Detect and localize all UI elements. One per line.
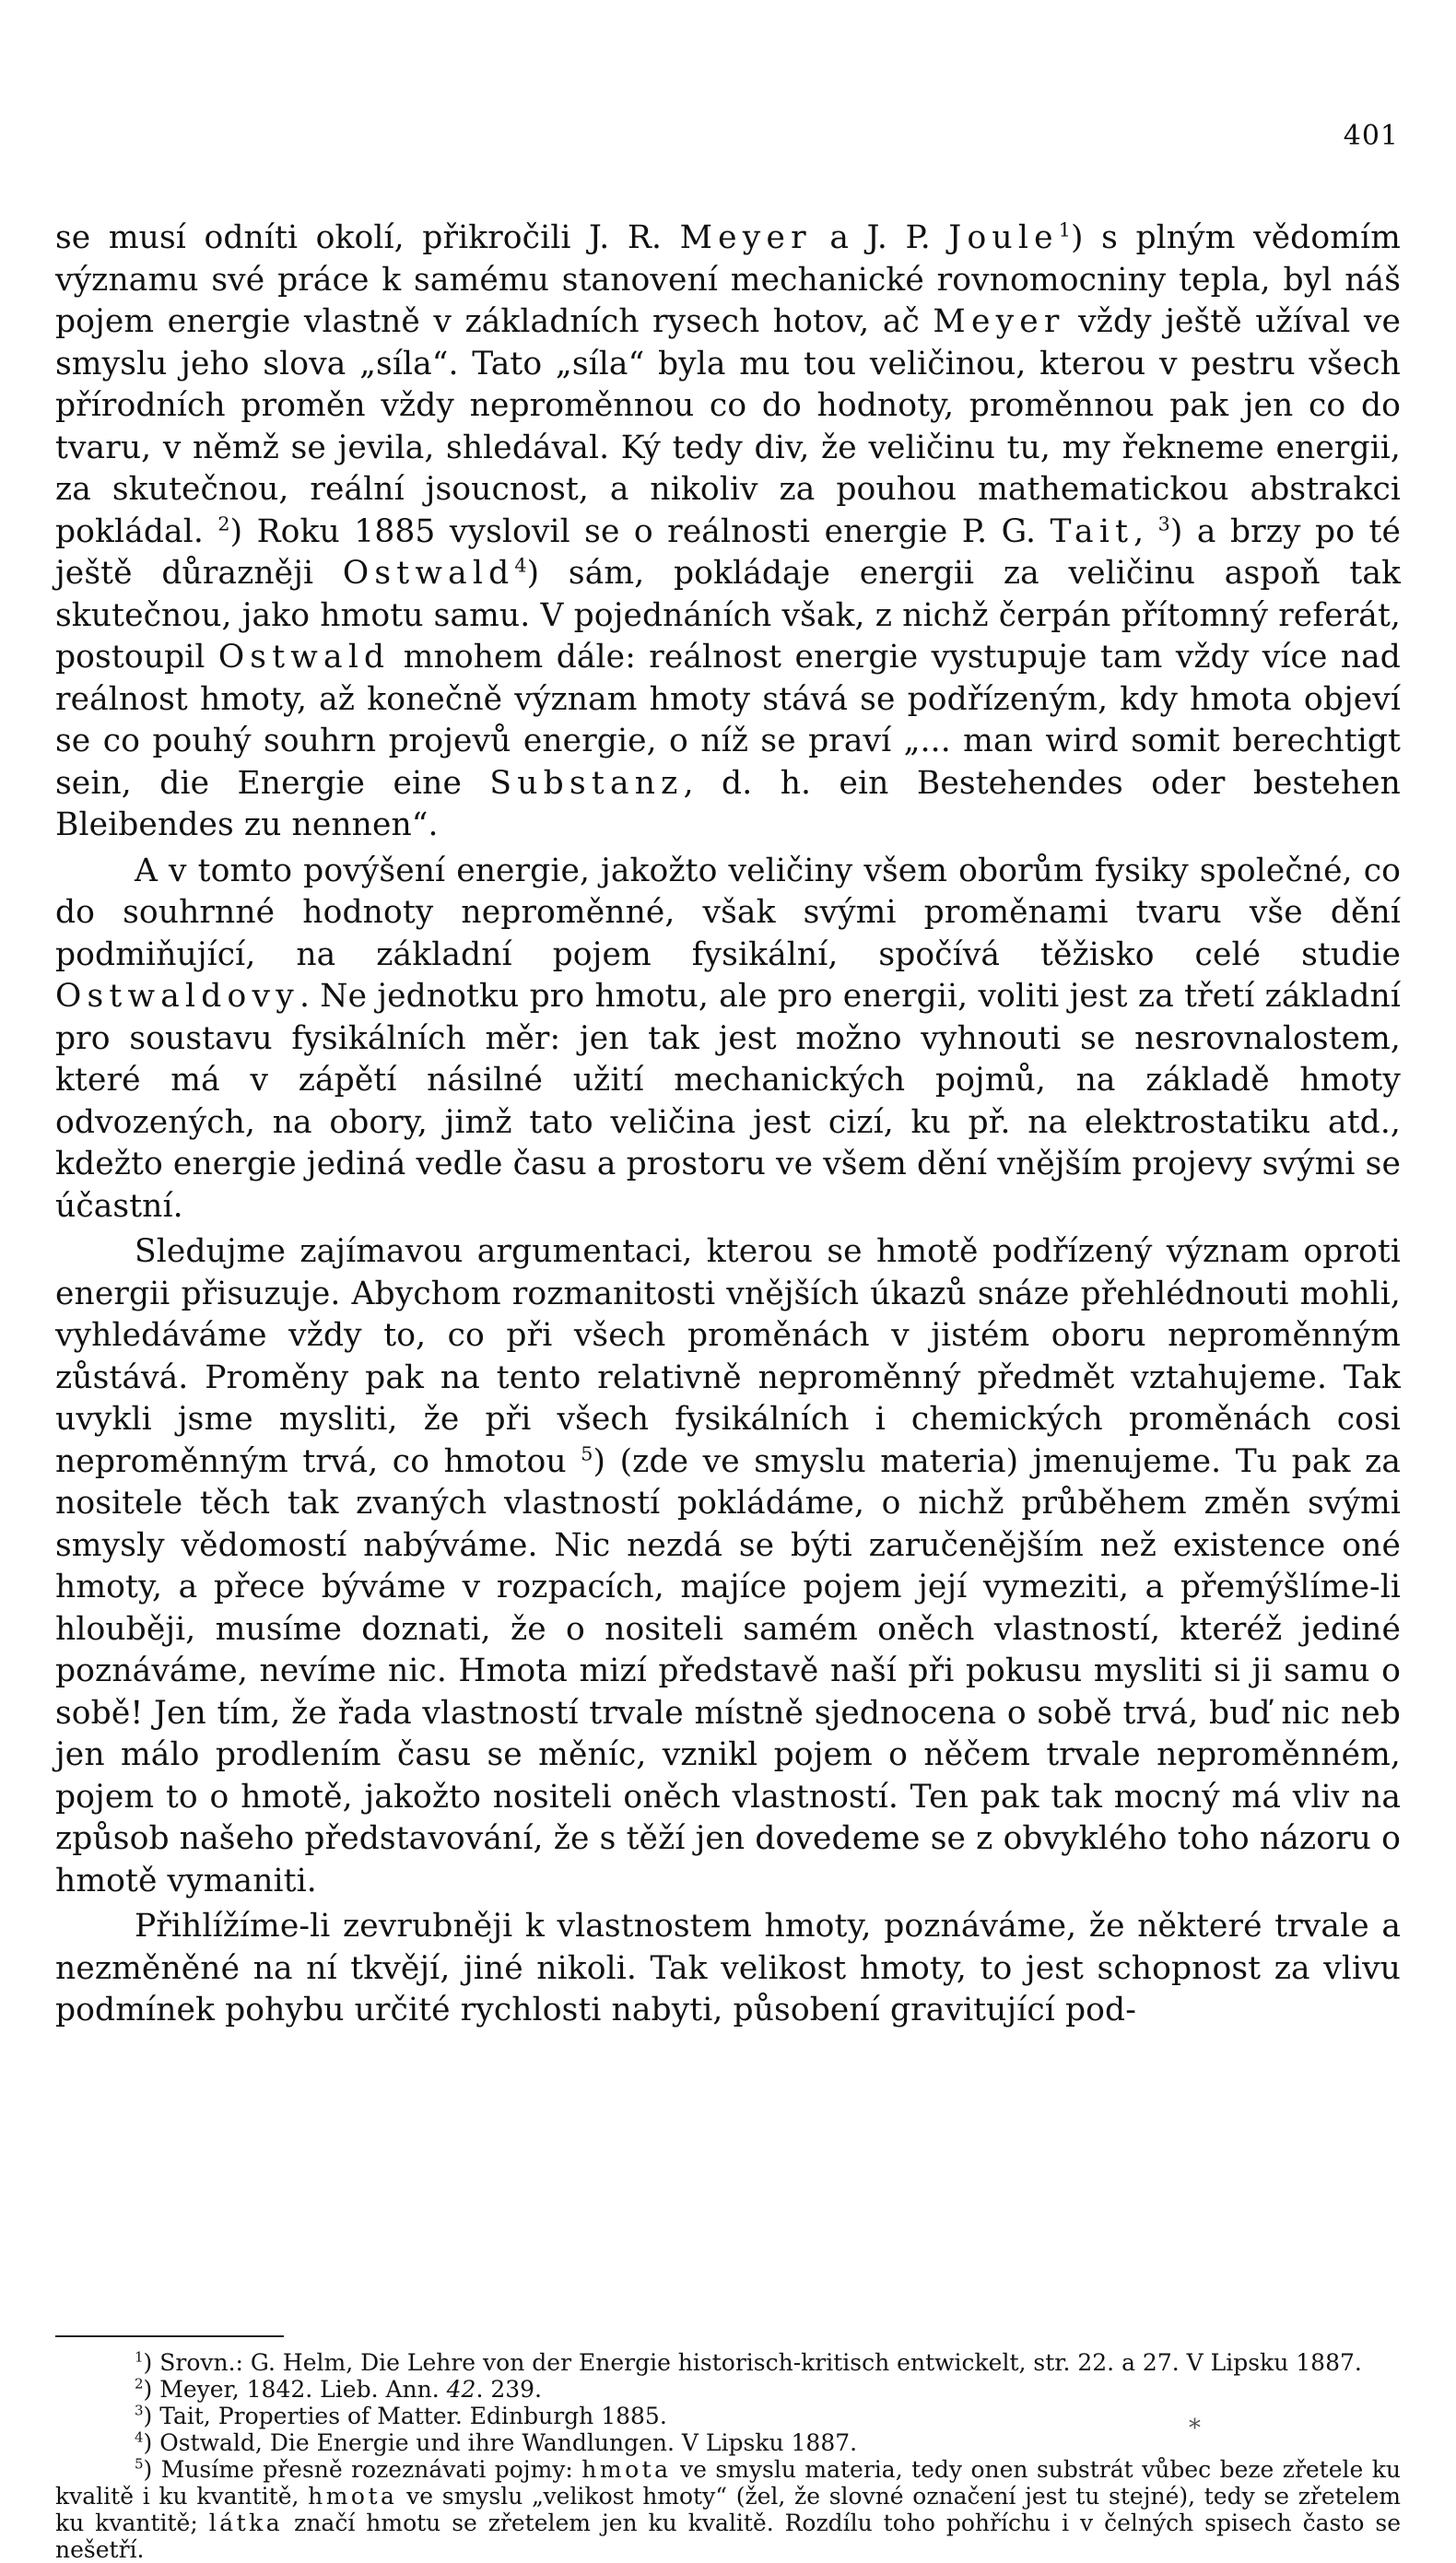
paragraph-3 xyxy=(55,1231,1401,1902)
paragraph-4 xyxy=(55,1906,1401,2032)
footnote-mark: 5 xyxy=(135,2455,144,2473)
footnote-mark: 3 xyxy=(135,2402,144,2419)
page-number: 401 xyxy=(1343,120,1399,152)
name-ostwaldovy: Ostwaldovy xyxy=(55,978,299,1015)
text-run: ) a brzy po té ještě důrazněji xyxy=(55,512,1401,592)
text-run: vždy ještě užíval ve smyslu jeho slova „síla“. Tato „síla“ byla mu tou veličinou, kterou v pestru všech přírodních proměn vždy neproměnnou co do hodnoty, proměnnou pak jen co do tvaru, v němž se jevila, shledával. Ký tedy div, že veličinu tu, my řekneme energii, za skutečnou, reální jsoucnost, a nikoliv za pouhou mathematickou abstrakci pokládal. xyxy=(55,303,1401,550)
footnote-mark: 4 xyxy=(135,2428,144,2446)
paragraph-1 xyxy=(55,218,1401,847)
footnote-ref-1: 1 xyxy=(1058,218,1071,241)
footnote-ref-2: 2 xyxy=(217,512,230,535)
text-run: se musí odníti okolí, přikročili J. R. xyxy=(55,219,680,256)
text-run: , d. h. ein Bestehendes oder bestehen Bleibendes zu nennen“. xyxy=(55,764,1401,843)
text-run: a J. P. xyxy=(811,219,949,256)
name-tait: Tait xyxy=(1050,512,1134,550)
text-run: , xyxy=(1133,512,1158,550)
name-meyer: Meyer xyxy=(933,303,1065,340)
footnote-text: ) Ostwald, Die Energie und ihre Wandlungen. V Lipsku 1887. xyxy=(143,2429,858,2456)
name-meyer: Meyer xyxy=(679,219,812,256)
name-joule: Joule xyxy=(948,219,1059,256)
footnote-2 xyxy=(55,2376,1401,2403)
name-ostwald: Ostwald xyxy=(217,639,391,676)
footnote-text: ) Meyer, 1842. Lieb. Ann. xyxy=(143,2376,447,2403)
footnote-ref-4: 4 xyxy=(514,554,527,577)
footnote-text: ve smyslu materia, tedy onen substrát vůbec beze zřetele ku kvalitě i ku kvantitě, xyxy=(55,2456,1402,2510)
footnote-mark: 1 xyxy=(135,2348,144,2366)
footnote-text: ) Srovn.: G. Helm, Die Lehre von der Energie historisch-kritisch entwickelt, str. 22. a 27. V Lipsku 1887. xyxy=(143,2349,1362,2376)
text-run: ) sám, pokládaje energii za veličinu aspoň tak skutečnou, jako hmotu samu. V pojednáních však, z nichž čerpán přítomný referát, postoupil xyxy=(55,555,1401,676)
footnote-text: značí hmotu se zřetelem jen ku kvalitě. Rozdílu toho pohříchu i v čelných spisech často se nešetří. xyxy=(55,2510,1401,2563)
footnote-text: ) Tait, Properties of Matter. Edinburgh 1885. xyxy=(143,2403,667,2429)
footnote-ref-3: 3 xyxy=(1157,512,1170,535)
term-hmota: hmota xyxy=(581,2456,672,2483)
footnote-mark: 2 xyxy=(135,2375,144,2393)
footnotes xyxy=(55,2349,1401,2563)
volume-number: 42 xyxy=(446,2376,476,2403)
text-run: ) (zde ve smyslu materia) jmenujeme. Tu pak za nositele těch tak zvaných vlastností pokládáme, o nichž průběhem změn svými smysly vědomostí nabýváme. Nic nezdá se býti zaručenějším než existence oné hmoty, a přece býváme v rozpacích, majíce pojem její vymeziti, a přemýšlíme-li hlouběji, musíme doznati, že o nositeli samém oněch vlastností, kteréž jediné poznáváme, nevíme nic. Hmota mizí představě naší při pokusu mysliti si ji samu o sobě! Jen tím, že řada vlastností trvale místně sjednocena o sobě trvá, buď nic neb jen málo prodlením času se měníc, vznikl pojem o něčem trvale neproměnném, pojem to o hmotě, jakožto nositeli oněch vlastností. Ten pak tak mocný má vliv na způsob našeho představování, že s těží jen dovedeme se z obvyklého toho názoru o hmotě vymaniti. xyxy=(55,1442,1401,1899)
text-run: A v tomto povýšení energie, jakožto veličiny všem oborům fysiky společné, co do souhrnné hodnoty neproměnné, však svými proměnami tvaru vše dění podmiňující, na základní pojem fysikální, spočívá těžisko celé studie xyxy=(55,852,1401,973)
footnote-text: ve smyslu „velikost hmoty“ (žel, že slovné označení jest tu stejné), tedy se zřetelem ku kvantitě; xyxy=(55,2483,1401,2536)
body-text xyxy=(55,218,1401,2032)
term-latka: látka xyxy=(208,2510,284,2536)
footnote-text: ) Musíme přesně rozeznávati pojmy: xyxy=(143,2456,582,2483)
name-ostwald: Ostwald xyxy=(342,555,515,592)
footnote-5 xyxy=(55,2456,1401,2563)
text-run: . Ne jednotku pro hmotu, ale pro energii, voliti jest za třetí základní pro soustavu fysikálních měr: jen tak jest možno vyhnouti se nesrovnalostem, které má v zápětí násilné užití mechanických pojmů, na základě hmoty odvozených, na obory, jimž tato veličina jest cizí, ku př. na elektrostatiku atd., kdežto energie jediná vedle času a prostoru ve všem dění vnějším projevy svými se účastní. xyxy=(55,978,1401,1225)
text-run: Sledujme zajímavou argumentaci, kterou se hmotě podřízený význam oproti energii přisuzuje. Abychom rozmanitosti vnějších úkazů snáze přehlédnouti mohli, vyhledáváme vždy to, co při všech proměnách v jistém oboru neproměnným zůstává. Proměny pak na tento relativně neproměnný předmět vztahujeme. Tak uvykli jsme mysliti, že při všech fysikálních i chemických proměnách cosi neproměnným trvá, co hmotou xyxy=(55,1233,1401,1480)
footnote-1 xyxy=(55,2349,1401,2376)
text-run: mnohem dále: reálnost energie vystupuje tam vždy více nad reálnost hmoty, až konečně význam hmoty stává se podřízeným, kdy hmota objeví se co pouhý souhrn projevů energie, o níž se praví „... man wird somit berechtigt sein, die Energie eine xyxy=(55,639,1401,802)
signature-mark: * xyxy=(1189,2415,1201,2442)
footnote-text: . 239. xyxy=(476,2376,542,2403)
term-substanz: Substanz xyxy=(489,764,684,802)
paragraph-2 xyxy=(55,851,1401,1229)
text-run: ) Roku 1885 vyslovil se o reálnosti energie P. G. xyxy=(229,512,1051,550)
text-run: ) s plným vědomím významu své práce k samému stanovení mechanické rovnomocniny tepla, byl náš pojem energie vlastně v základních rysech hotov, ač xyxy=(55,219,1401,340)
term-hmota: hmota xyxy=(308,2483,398,2510)
footnote-ref-5: 5 xyxy=(581,1442,593,1464)
text-run: Přihlížíme-li zevrubněji k vlastnostem hmoty, poznáváme, že některé trvale a nezměněné na ní tkvějí, jiné nikoli. Tak velikost hmoty, to jest schopnost za vlivu podmínek pohybu určité rychlosti nabyti, působení gravitující pod- xyxy=(55,1908,1401,2028)
footnote-divider xyxy=(55,2335,284,2337)
